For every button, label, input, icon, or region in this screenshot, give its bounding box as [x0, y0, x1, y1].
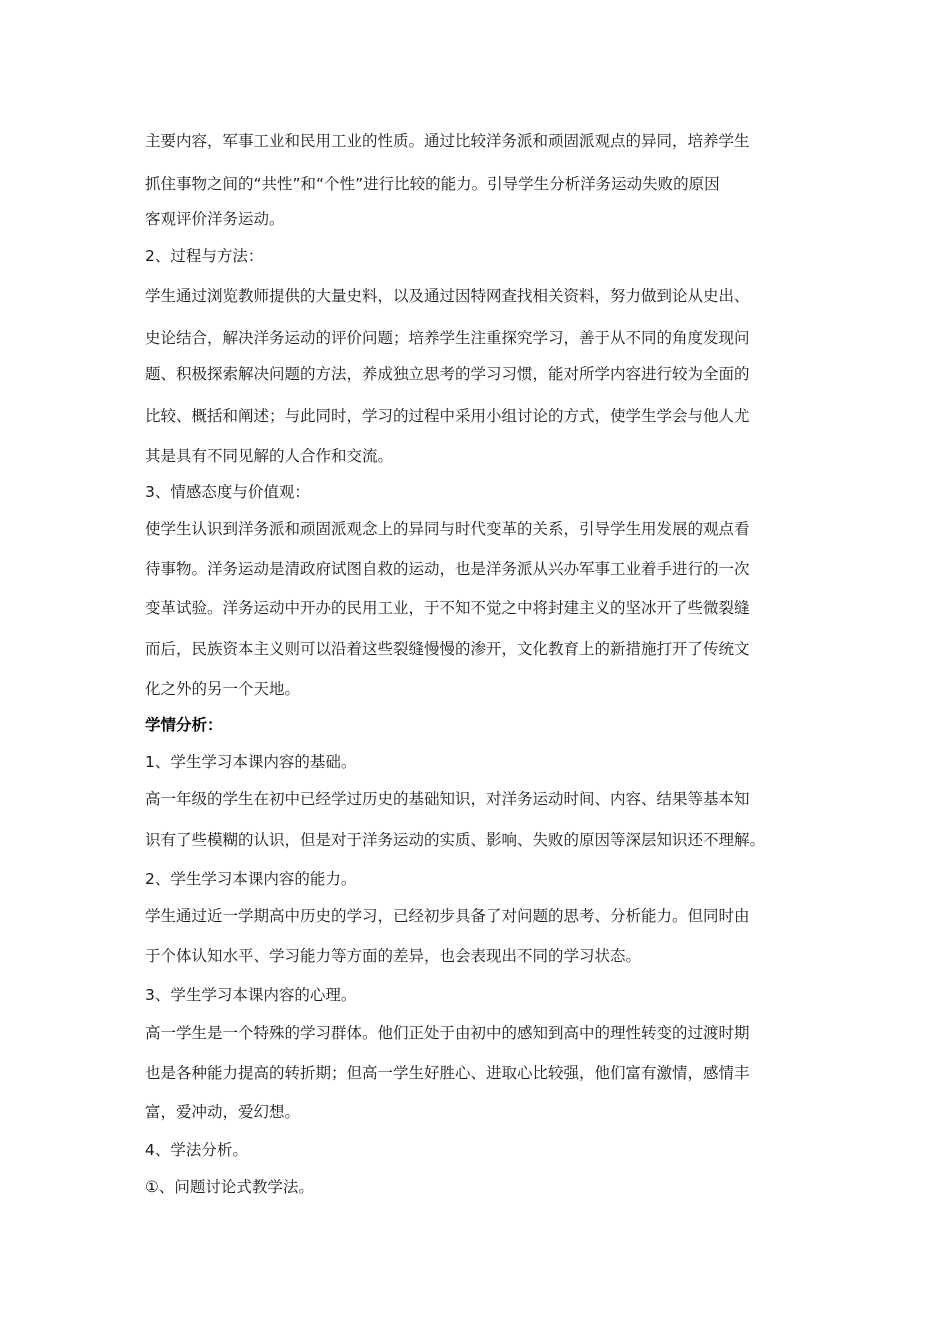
paragraph-line: 识有了些模糊的认识，但是对于洋务运动的实质、影响、失败的原因等深层知识还不理解。	[145, 831, 766, 849]
paragraph-line: 也是各种能力提高的转折期；但高一学生好胜心、进取心比较强，他们富有激情，感情丰	[145, 1064, 750, 1082]
paragraph-line: 富，爱冲动，爱幻想。	[145, 1103, 301, 1121]
paragraph-line: 题、积极探索解决问题的方法，养成独立思考的学习习惯，能对所学内容进行较为全面的	[145, 365, 750, 383]
paragraph-line: 主要内容，军事工业和民用工业的性质。通过比较洋务派和顽固派观点的异同，培养学生	[145, 132, 750, 150]
paragraph-line: 变革试验。洋务运动中开办的民用工业，于不知不觉之中将封建主义的坚冰开了些微裂缝	[145, 599, 750, 617]
paragraph-line: 于个体认知水平、学习能力等方面的差异，也会表现出不同的学习状态。	[145, 947, 642, 965]
section-heading: 2、学生学习本课内容的能力。	[145, 870, 357, 888]
section-heading: 1、学生学习本课内容的基础。	[145, 753, 357, 771]
paragraph-line: 学生通过近一学期高中历史的学习，已经初步具备了对问题的思考、分析能力。但同时由	[145, 907, 750, 925]
paragraph-line: 而后，民族资本主义则可以沿着这些裂缝慢慢的渗开，文化教育上的新措施打开了传统文	[145, 640, 750, 658]
paragraph-line: 抓住事物之间的“共性”和“个性”进行比较的能力。引导学生分析洋务运动失败的原因	[145, 175, 720, 193]
section-heading: 2、过程与方法：	[145, 247, 264, 265]
list-item: ①、问题讨论式教学法。	[145, 1178, 314, 1196]
paragraph-line: 学生通过浏览教师提供的大量史料，以及通过因特网查找相关资料，努力做到论从史出、	[145, 287, 750, 305]
section-heading: 3、学生学习本课内容的心理。	[145, 986, 357, 1004]
paragraph-line: 客观评价洋务运动。	[145, 210, 285, 228]
paragraph-line: 史论结合，解决洋务运动的评价问题；培养学生注重探究学习，善于从不同的角度发现问	[145, 329, 750, 347]
paragraph-line: 高一学生是一个特殊的学习群体。他们正处于由初中的感知到高中的理性转变的过渡时期	[145, 1024, 750, 1042]
learning-analysis-heading: 学情分析：	[145, 716, 223, 734]
paragraph-line: 其是具有不同见解的人合作和交流。	[145, 447, 394, 465]
paragraph-line: 待事物。洋务运动是清政府试图自救的运动，也是洋务派从兴办军事工业着手进行的一次	[145, 560, 750, 578]
paragraph-line: 使学生认识到洋务派和顽固派观念上的异同与时代变革的关系，引导学生用发展的观点看	[145, 520, 750, 538]
section-heading: 4、学法分析。	[145, 1141, 248, 1159]
paragraph-line: 化之外的另一个天地。	[145, 680, 301, 698]
paragraph-line: 高一年级的学生在初中已经学过历史的基础知识，对洋务运动时间、内容、结果等基本知	[145, 790, 750, 808]
section-heading: 3、情感态度与价值观：	[145, 483, 310, 501]
paragraph-line: 比较、概括和阐述；与此同时，学习的过程中采用小组讨论的方式，使学生学会与他人尤	[145, 407, 750, 425]
